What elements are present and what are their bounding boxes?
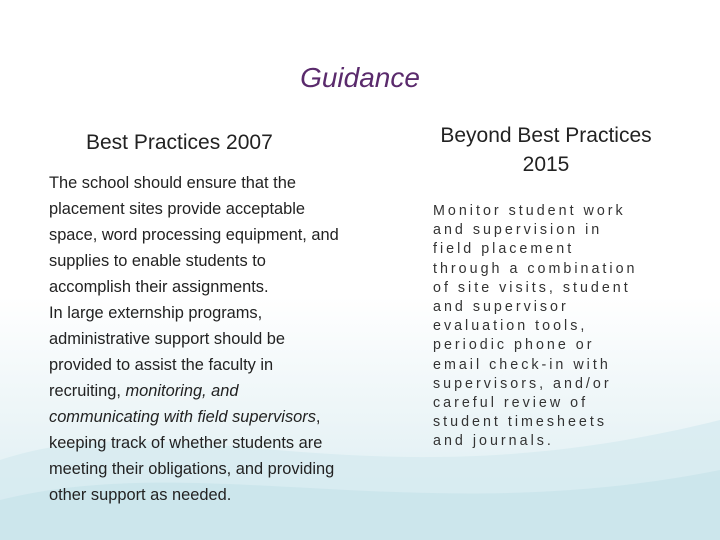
left-column-heading: Best Practices 2007 [86, 131, 273, 154]
right-body-line: and supervisor [433, 299, 569, 316]
right-column-heading [418, 121, 674, 179]
left-body-line: placement sites provide acceptable [49, 200, 306, 218]
left-body-line: The school should ensure that the [49, 174, 296, 192]
right-body-line: of site visits, student [433, 279, 631, 296]
left-body-line: meeting their obligations, and providing [49, 460, 335, 478]
left-body-line: administrative support should be [49, 330, 285, 348]
right-heading-line: Beyond Best Practices [440, 124, 652, 147]
left-body-line-mixed [49, 378, 379, 404]
right-column-body [433, 202, 673, 452]
left-body-italic-text: communicating with field supervisors [49, 408, 316, 426]
left-body-line: keeping track of whether students are [49, 434, 323, 452]
right-body-line: and journals. [433, 433, 554, 450]
right-body-line: and supervision in [433, 222, 603, 239]
left-body-line: provided to assist the faculty in [49, 356, 274, 374]
right-body-line: supervisors, and/or [433, 375, 612, 392]
left-body-line: supplies to enable students to [49, 252, 266, 270]
left-body-line: In large externship programs, [49, 304, 263, 322]
right-heading-line: 2015 [522, 153, 570, 176]
right-body-line: email check-in with [433, 356, 611, 373]
right-body-line: field placement [433, 241, 575, 258]
left-body-text: recruiting, [49, 382, 126, 400]
right-body-line: Monitor student work [433, 203, 626, 219]
right-body-line: careful review of [433, 395, 589, 412]
left-body-italic-text: monitoring, and [125, 382, 239, 400]
left-body-line: space, word processing equipment, and [49, 226, 339, 244]
left-body-line: other support as needed. [49, 486, 232, 504]
left-body-text: , [315, 408, 321, 426]
right-body-line: periodic phone or [433, 337, 595, 354]
right-body-line: through a combination [433, 260, 638, 277]
left-body-line: accomplish their assignments. [49, 278, 269, 296]
right-body-line: student timesheets [433, 414, 608, 431]
left-body-line-mixed [49, 404, 379, 430]
left-column-body [49, 170, 379, 508]
right-body-line: evaluation tools, [433, 318, 588, 335]
slide-title: Guidance [300, 62, 420, 93]
